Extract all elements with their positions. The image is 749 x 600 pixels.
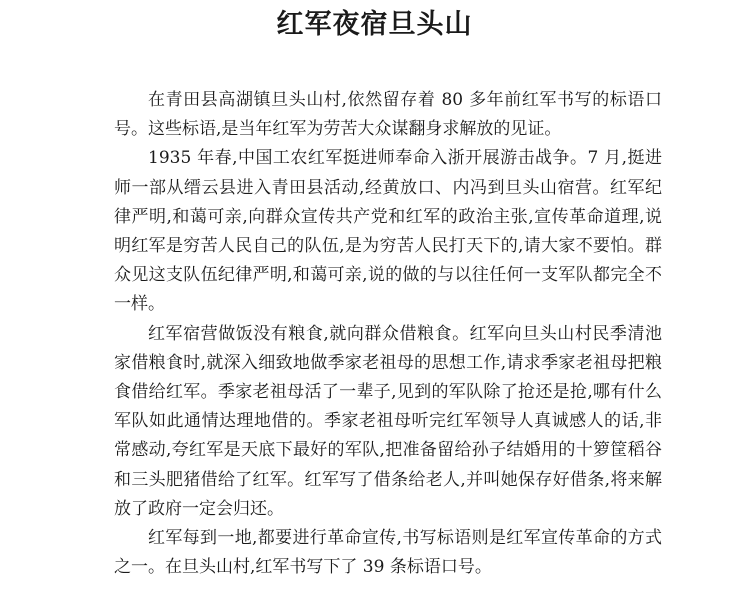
article-body bbox=[114, 86, 662, 582]
paragraph-4: 红军每到一地,都要进行革命宣传,书写标语则是红军宣传革命的方式之一。在旦头山村,红军书写下了 39 条标语口号。 bbox=[114, 528, 662, 578]
paragraph-2: 1935 年春,中国工农红军挺进师奉命入浙开展游击战争。7 月,挺进师一部从缙云县进入青田县活动,经黄放口、内冯到旦头山宿营。红军纪律严明,和蔼可亲,向群众宣传共产党和红军的政治主张,宣传革命道理,说明红军是穷苦人民自己的队伍,是为穷苦人民打天下的,请大家不要怕。群众见这支队伍纪律严明,和蔼可亲,说的做的与以往任何一支军队都完全不一样。 bbox=[114, 148, 662, 315]
page-title: 红军夜宿旦头山 bbox=[276, 9, 473, 40]
paragraph-3: 红军宿营做饭没有粮食,就向群众借粮食。红军向旦头山村民季清池家借粮食时,就深入细致地做季家老祖母的思想工作,请求季家老祖母把粮食借给红军。季家老祖母活了一辈子,见到的军队除了抢还是抢,哪有什么军队如此通情达理地借的。季家老祖母听完红军领导人真诚感人的话,非常感动,夸红军是天底下最好的军队,把准备留给孙子结婚用的十箩筐稻谷和三头肥猪借给了红军。红军写了借条给老人,并叫她保存好借条,将来解放了政府一定会归还。 bbox=[114, 323, 662, 519]
paragraph-1: 在青田县高湖镇旦头山村,依然留存着 80 多年前红军书写的标语口号。这些标语,是当年红军为劳苦大众谋翻身求解放的见证。 bbox=[114, 90, 662, 140]
